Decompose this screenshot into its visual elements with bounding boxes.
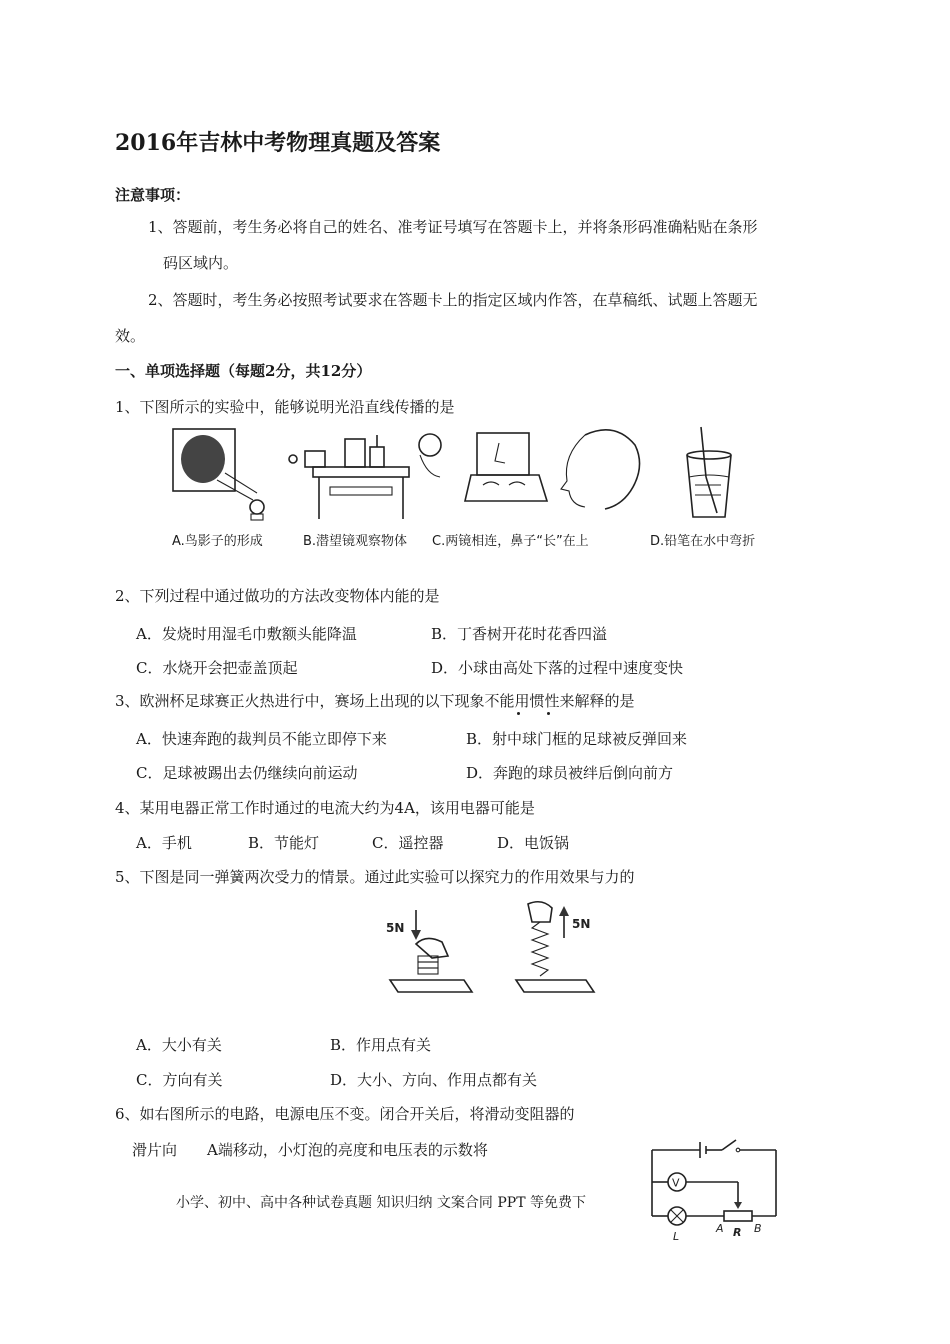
force-label-right: 5N [572, 917, 591, 931]
q6-stem-line-2b: A端移动，小灯泡的亮度和电压表的示数将 [207, 1141, 488, 1159]
q4-stem: 4、某用电器正常工作时通过的电流大约为4A，该用电器可能是 [115, 799, 535, 817]
q1-caption-b: B.潜望镜观察物体 [303, 534, 408, 549]
q5-option-a: A．大小有关 [136, 1036, 222, 1054]
q1-caption-c: C.两镜相连，鼻子“长”在上 [432, 534, 589, 549]
pencil-in-water-figure [687, 427, 731, 517]
q4-option-d: D．电饭锅 [497, 834, 570, 852]
q1-stem: 1、下图所示的实验中，能够说明光沿直线传播的是 [115, 398, 455, 416]
q2-option-a: A．发烧时用湿毛巾敷额头能降温 [136, 625, 357, 643]
section-1-heading: 一、单项选择题（每题2分，共12分） [115, 362, 372, 380]
q4-option-b: B．节能灯 [248, 834, 320, 852]
q3-option-c: C．足球被踢出去仍继续向前运动 [136, 764, 358, 782]
q5-spring-figure [380, 898, 610, 1002]
q2-option-b: B．丁香树开花时花香四溢 [431, 625, 608, 643]
q1-caption-d: D.铅笔在水中弯折 [650, 534, 756, 549]
emphasis-dot [547, 712, 550, 715]
rheostat-end-a-label: A [716, 1222, 724, 1235]
q4-option-a: A．手机 [136, 834, 192, 852]
q5-stem: 5、下图是同一弹簧两次受力的情景。通过此实验可以探究力的作用效果与力的 [115, 868, 635, 886]
rheostat-end-b-label: B [754, 1222, 762, 1235]
note-1-line-2: 码区域内。 [163, 254, 239, 272]
q4-option-c: C．遥控器 [372, 834, 444, 852]
rheostat-label: R [733, 1226, 742, 1239]
page-title: 2016年吉林中考物理真题及答案 [115, 130, 441, 156]
bird-shadow-figure [173, 429, 264, 520]
notes-heading: 注意事项： [115, 186, 191, 204]
two-mirrors-figure [465, 430, 640, 509]
q2-option-c: C．水烧开会把壶盖顶起 [136, 659, 298, 677]
q6-stem-line-1: 6、如右图所示的电路，电源电压不变。闭合开关后，将滑动变阻器的 [115, 1105, 575, 1123]
q1-caption-a: A.鸟影子的形成 [172, 534, 263, 549]
q5-option-c: C．方向有关 [136, 1071, 223, 1089]
q3-option-a: A．快速奔跑的裁判员不能立即停下来 [136, 730, 387, 748]
note-2-line-2: 效。 [115, 327, 146, 345]
q3-stem: 3、欧洲杯足球赛正火热进行中，赛场上出现的以下现象不能用惯性来解释的是 [115, 692, 635, 710]
q2-option-d: D．小球由高处下落的过程中速度变快 [431, 659, 684, 677]
q6-circuit-diagram [642, 1132, 792, 1244]
q6-stem-line-2a: 滑片向 [132, 1141, 178, 1159]
note-1-line-1: 1、答题前，考生务必将自己的姓名、准考证号填写在答题卡上，并将条形码准确粘贴在条形 [148, 218, 758, 236]
force-label-left: 5N [386, 921, 405, 935]
emphasis-dot [517, 712, 520, 715]
periscope-figure [289, 434, 441, 519]
lamp-label: L [673, 1230, 680, 1243]
q3-option-b: B．射中球门框的足球被反弹回来 [466, 730, 688, 748]
voltmeter-label: V [672, 1176, 680, 1190]
q2-stem: 2、下列过程中通过做功的方法改变物体内能的是 [115, 587, 440, 605]
q5-option-d: D．大小、方向、作用点都有关 [330, 1071, 538, 1089]
note-2-line-1: 2、答题时，考生务必按照考试要求在答题卡上的指定区域内作答，在草稿纸、试题上答题无 [148, 291, 758, 309]
q3-option-d: D．奔跑的球员被绊后倒向前方 [466, 764, 674, 782]
q5-option-b: B．作用点有关 [330, 1036, 432, 1054]
q1-illustrations [165, 425, 785, 525]
footer-text: 小学、初中、高中各种试卷真题 知识归纳 文案合同 PPT 等免费下 [176, 1195, 586, 1211]
